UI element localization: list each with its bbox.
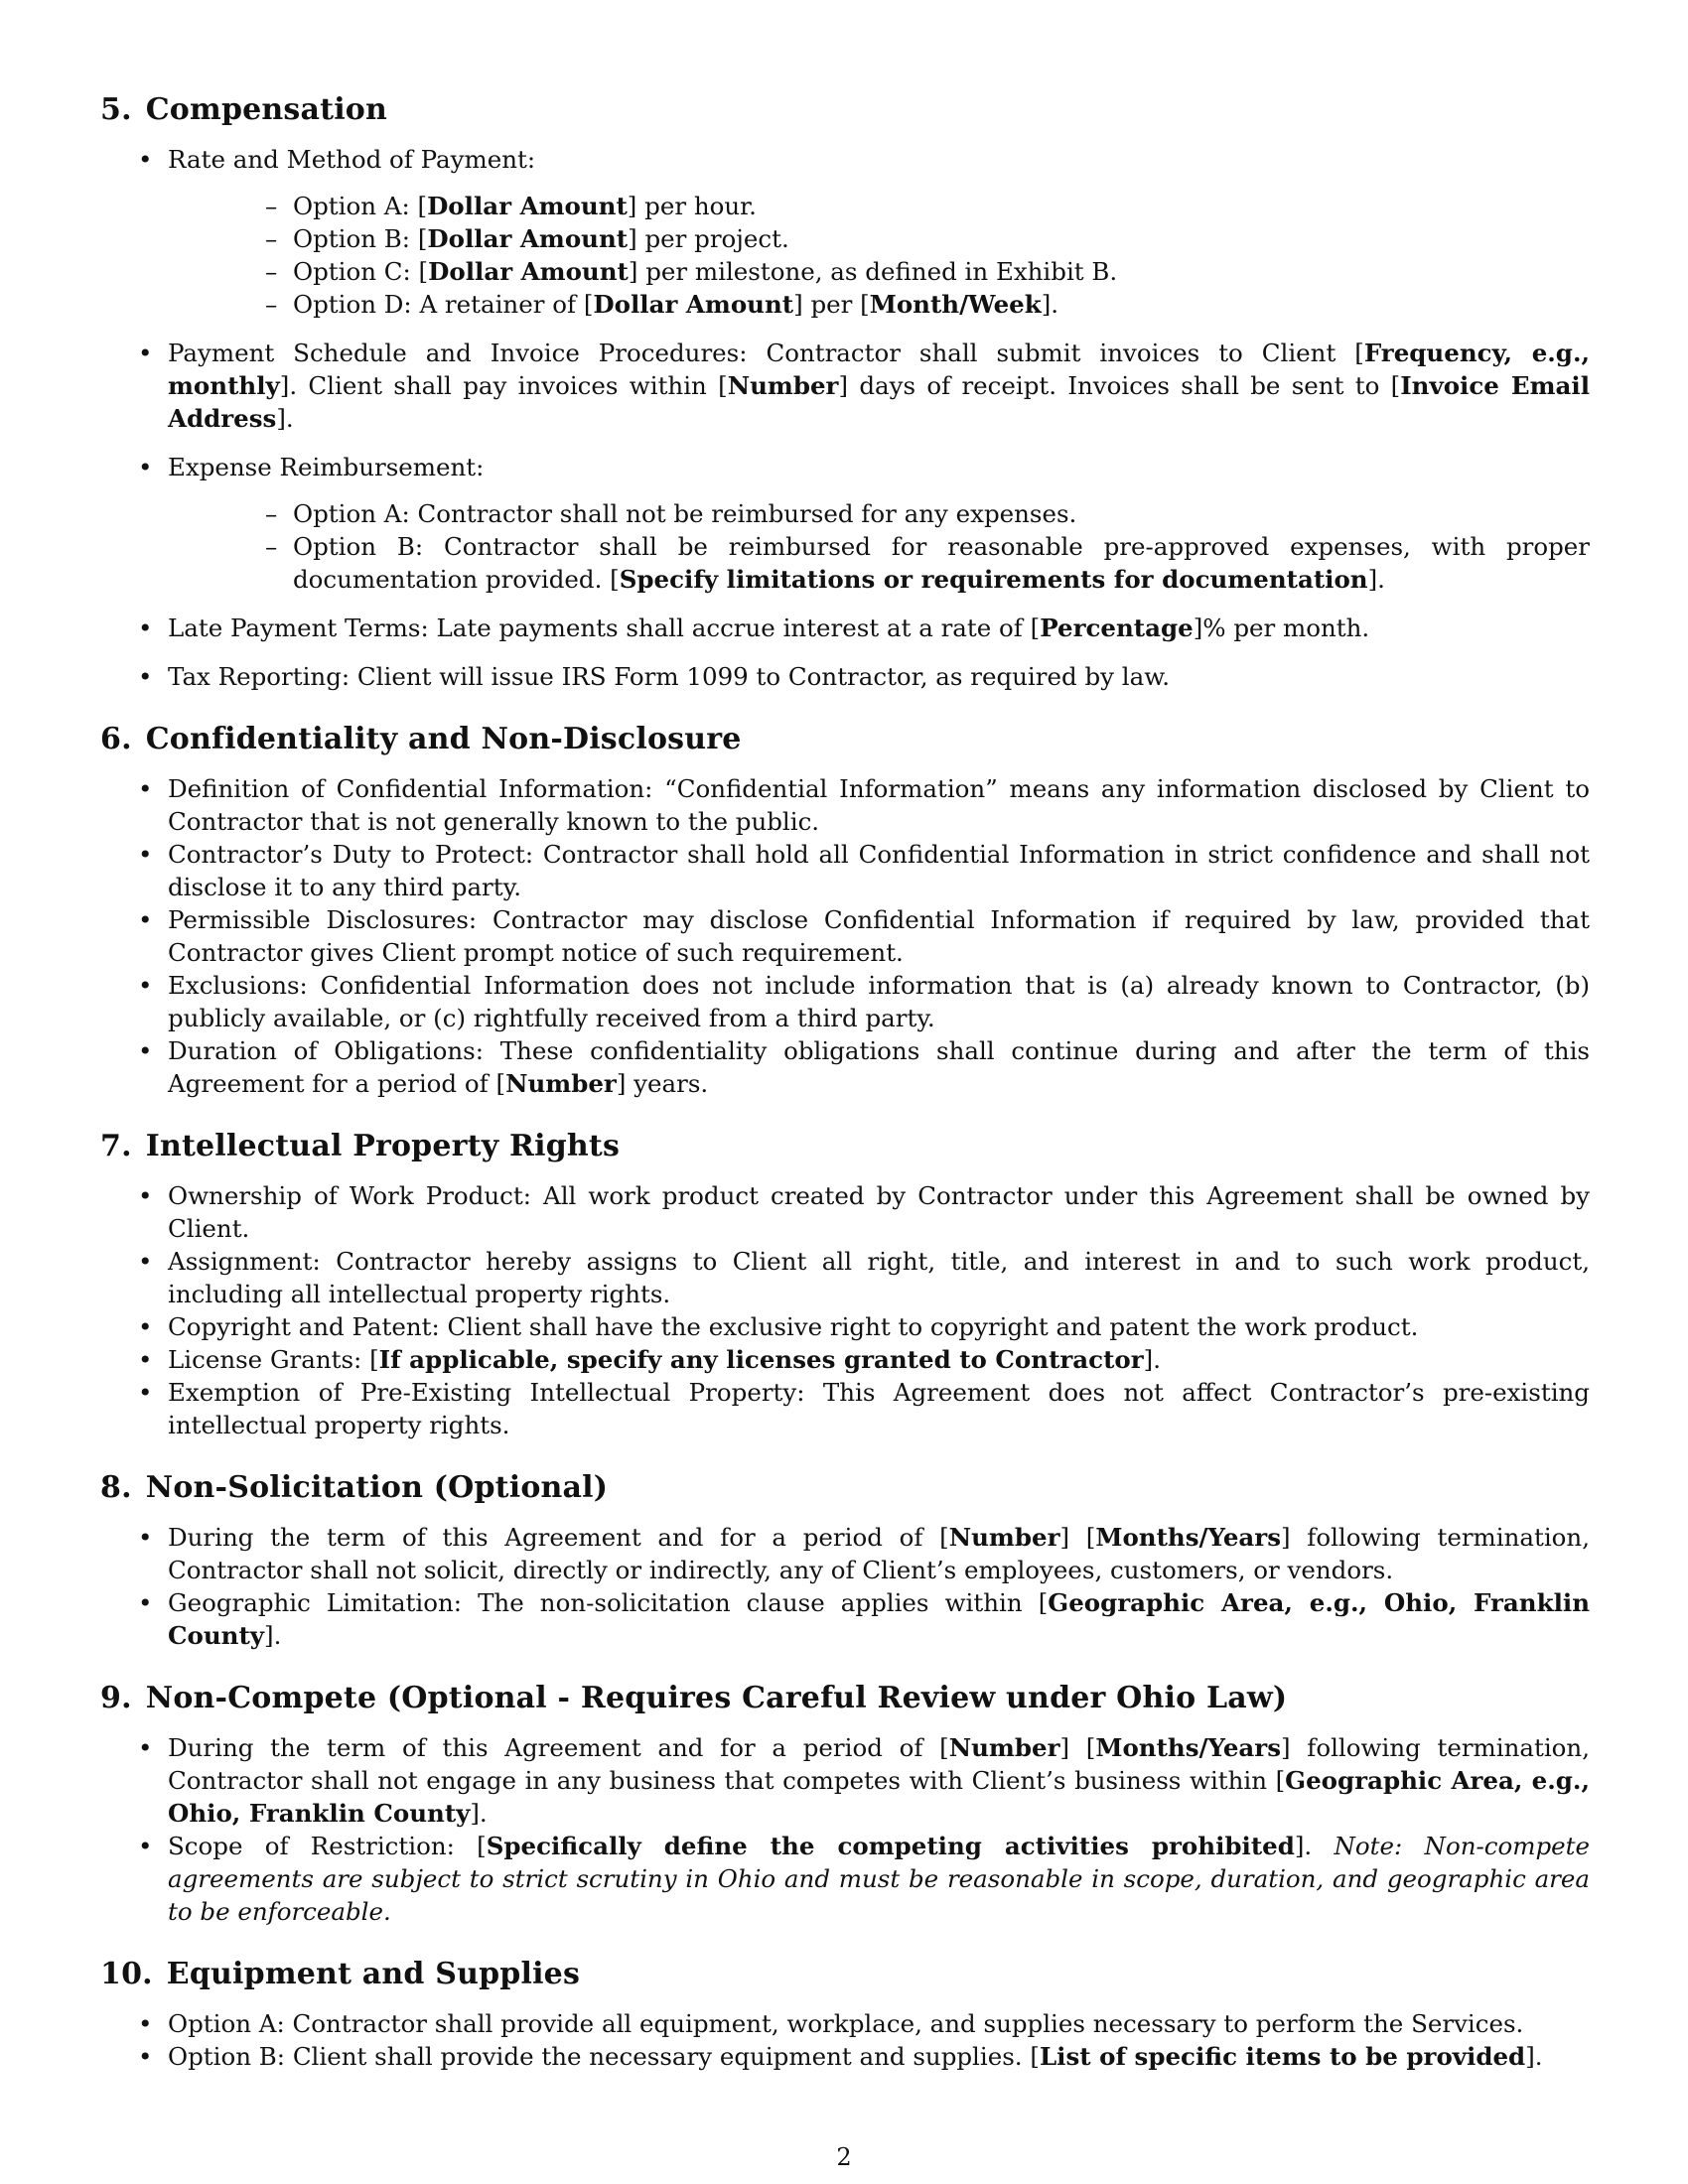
- list-item: • Permissible Disclosures: Contractor may disclose Confidential Information if required by law, provided that Contractor gives Client prompt notice of such requirement.: [138, 905, 1590, 967]
- section-heading: 9. Non-Compete (Optional - Requires Careful Review under Ohio Law): [100, 1681, 1288, 1715]
- section-equipment: [100, 1956, 1590, 2073]
- sub-list-item: – Option A: [Dollar Amount] per hour.: [265, 192, 757, 220]
- section-heading: 5. Compensation: [100, 92, 388, 127]
- list-item: • Tax Reporting: Client will issue IRS Form 1099 to Contractor, as required by law.: [138, 662, 1171, 691]
- list-item: • Assignment: Contractor hereby assigns to Client all right, title, and interest in and to such work product, including all intellectual property rights.: [138, 1247, 1590, 1308]
- list-item: • Option A: Contractor shall provide all equipment, workplace, and supplies necessary to perform the Services.: [138, 2009, 1524, 2038]
- section-confidentiality: [100, 721, 1590, 1100]
- list-item: • Copyright and Patent: Client shall have the exclusive right to copyright and patent the work product.: [138, 1312, 1419, 1341]
- list-item: • Exclusions: Confidential Information does not include information that is (a) already known to Contractor, (b) publicly available, or (c) rightfully received from a third party.: [138, 971, 1590, 1032]
- sub-list-item: – Option B: [Dollar Amount] per project.: [265, 224, 789, 253]
- list-item: • During the term of this Agreement and for a period of [Number] [Months/Years] following termination, Contractor shall not engage in any business that competes with Client’s business within [Geographic Area, e.g., Ohio, Franklin County].: [138, 1733, 1590, 1828]
- list-item: • Ownership of Work Product: All work product created by Contractor under this Agreement shall be owned by Client.: [138, 1181, 1590, 1243]
- document-page: [100, 91, 1590, 2101]
- sub-list-item: – Option A: Contractor shall not be reimbursed for any expenses.: [265, 499, 1077, 528]
- list-item: • Rate and Method of Payment: – Option A: [Dollar Amount] per hour. – Option B: [Dollar Amount] per project. – Option C: [Dollar Amount] per milestone, as defined in Exhibit B. – Option D: A retainer of [Dollar Amount] per [Month/Week].: [100, 143, 1590, 321]
- list-item: • Payment Schedule and Invoice Procedures: Contractor shall submit invoices to Client [Frequency, e.g., monthly]. Client shall pay invoices within [Number] days of receipt. Invoices shall be sent to [Invoice Email Address].: [138, 339, 1591, 433]
- section-compensation: [100, 91, 1590, 693]
- sub-list-item: – Option C: [Dollar Amount] per milestone, as defined in Exhibit B.: [265, 257, 1118, 286]
- list-item: • Definition of Confidential Information: “Confidential Information” means any information disclosed by Client to Contractor that is not generally known to the public.: [138, 774, 1590, 836]
- page-number: 2: [836, 2143, 852, 2171]
- list-item: • Exemption of Pre-Existing Intellectual Property: This Agreement does not affect Contractor’s pre-existing intellectual property rights.: [138, 1378, 1590, 1439]
- section-non-solicitation: [100, 1469, 1590, 1652]
- section-heading: 10. Equipment and Supplies: [100, 1957, 581, 1991]
- section-intellectual-property: [100, 1128, 1590, 1441]
- section-heading: 8. Non-Solicitation (Optional): [100, 1470, 609, 1505]
- list-item: • Geographic Limitation: The non-solicitation clause applies within [Geographic Area, e.g., Ohio, Franklin County].: [138, 1588, 1591, 1650]
- list-item: • Contractor’s Duty to Protect: Contractor shall hold all Confidential Information in strict confidence and shall not disclose it to any third party.: [138, 840, 1590, 901]
- list-item: • Duration of Obligations: These confidentiality obligations shall continue during and after the term of this Agreement for a period of [Number] years.: [138, 1036, 1590, 1098]
- list-item: • Late Payment Terms: Late payments shall accrue interest at a rate of [Percentage]% per month.: [138, 614, 1370, 642]
- list-item: • Option B: Client shall provide the necessary equipment and supplies. [List of specific items to be provided].: [138, 2042, 1543, 2071]
- list-item: • Expense Reimbursement: – Option A: Contractor shall not be reimbursed for any expenses. – Option B: Contractor shall be reimbursed for reasonable pre-approved expenses, with proper documentation provided. [Specify limitations or requirements for documentation].: [138, 453, 1590, 594]
- section-heading: 7. Intellectual Property Rights: [100, 1129, 621, 1163]
- section-non-compete: [100, 1680, 1590, 1928]
- list-item: • Scope of Restriction: [Specifically define the competing activities prohibited]. Note: Non-compete agreements are subject to strict scrutiny in Ohio and must be reasonable in scope, duration, and geographic area to be enforceable.: [138, 1832, 1590, 1926]
- list-item: • License Grants: [If applicable, specify any licenses granted to Contractor].: [138, 1345, 1162, 1374]
- section-heading: 6. Confidentiality and Non-Disclosure: [100, 722, 742, 756]
- sub-list-item: – Option D: A retainer of [Dollar Amount] per [Month/Week].: [265, 290, 1059, 319]
- list-item: • During the term of this Agreement and for a period of [Number] [Months/Years] following termination, Contractor shall not solicit, directly or indirectly, any of Client’s employees, customers, or vendors.: [138, 1523, 1590, 1584]
- sub-list-item: – Option B: Contractor shall be reimbursed for reasonable pre-approved expenses, with proper documentation provided. [Specify limitations or requirements for documentation].: [265, 532, 1590, 594]
